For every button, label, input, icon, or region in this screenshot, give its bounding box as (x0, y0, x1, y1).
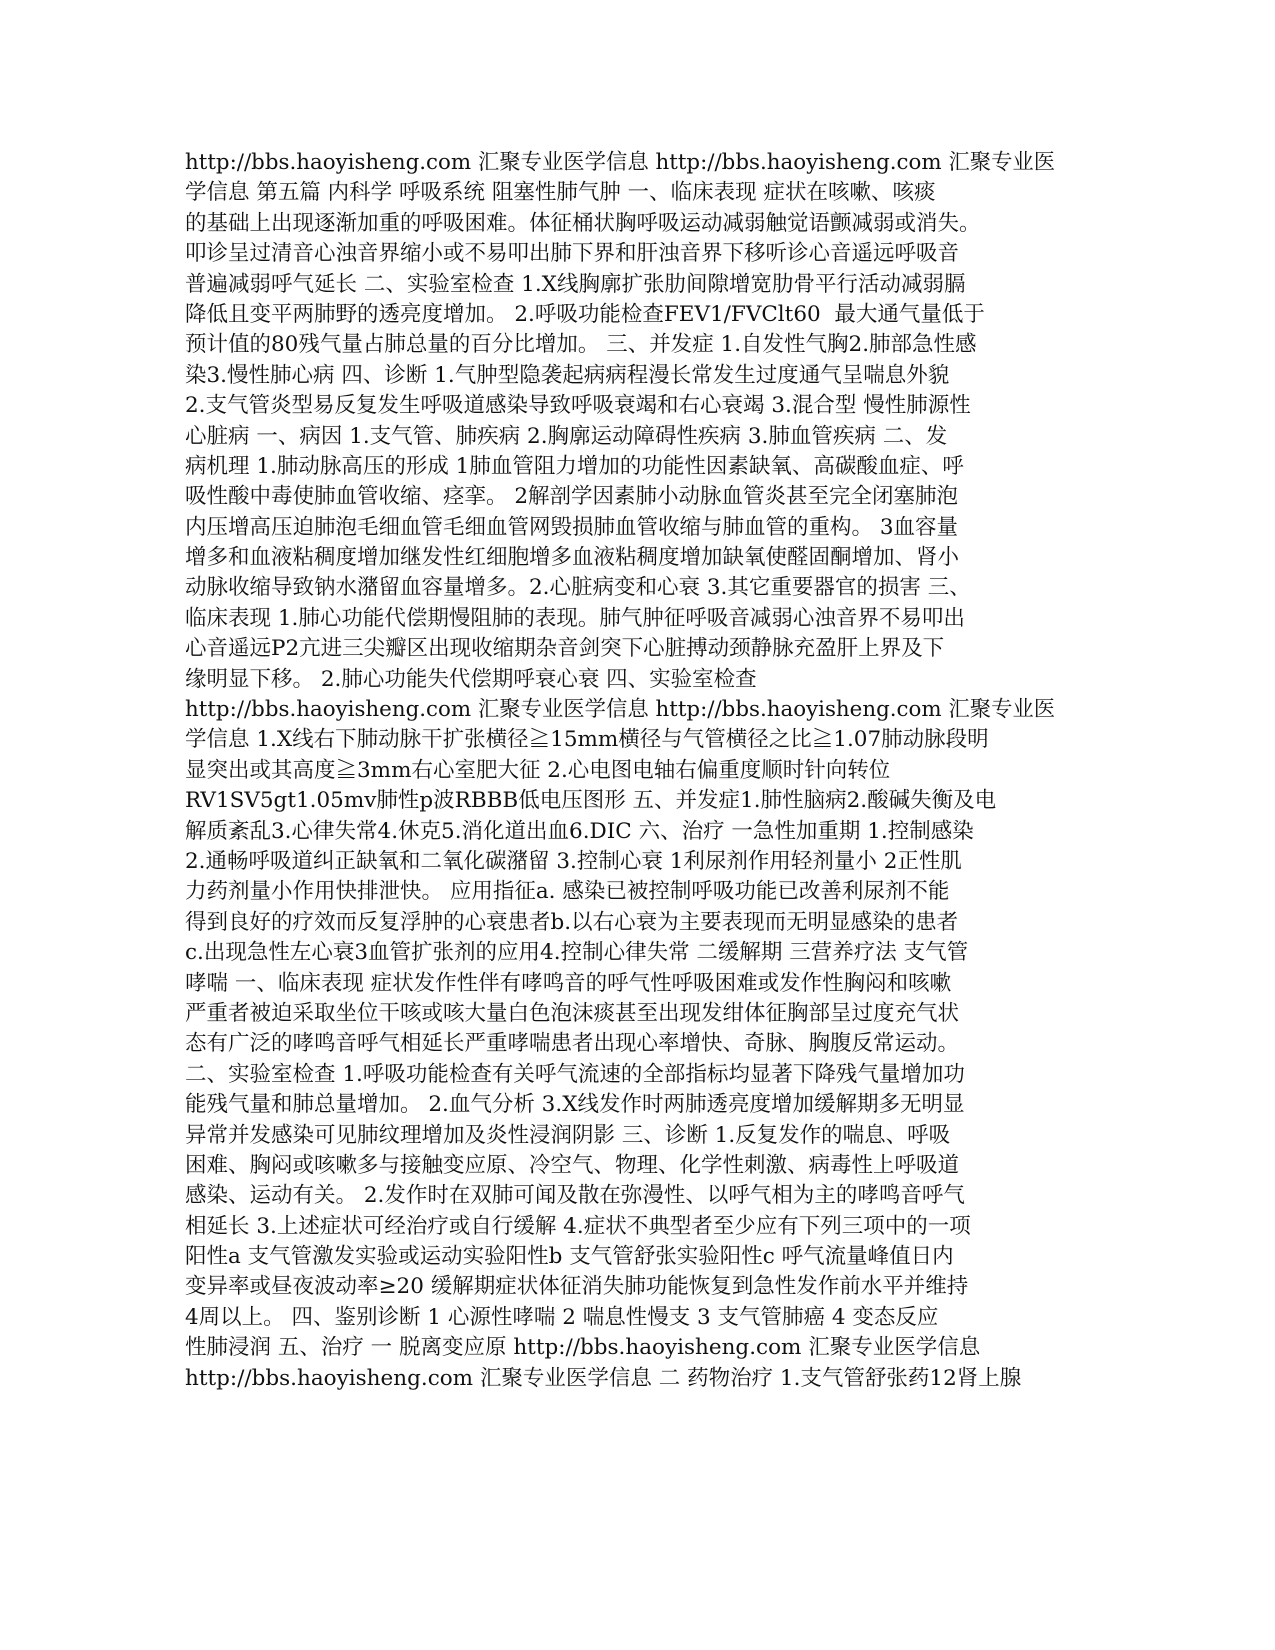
text-line: c.出现急性左心衰3血管扩张剂的应用4.控制心律失常 二缓解期 三营养疗法 支气管 (185, 940, 969, 966)
text-line: 异常并发感染可见肺纹理增加及炎性浸润阴影 三、诊断 1.反复发作的喘息、呼吸 (185, 1122, 951, 1148)
text-line: 内压增高压迫肺泡毛细血管毛细血管网毁损肺血管收缩与肺血管的重构。 3血容量 (185, 514, 959, 540)
text-line: 性肺浸润 五、治疗 一 脱离变应原 http://bbs.haoyisheng.com 汇聚专业医学信息 (185, 1335, 981, 1361)
text-line: 动脉收缩导致钠水潴留血容量增多。2.心脏病变和心衰 3.其它重要器官的损害 三、 (185, 575, 971, 601)
text-line: 二、实验室检查 1.呼吸功能检查有关呼气流速的全部指标均显著下降残气量增加功 (185, 1061, 965, 1087)
text-line: 心音遥远P2亢进三尖瓣区出现收缩期杂音剑突下心脏搏动颈静脉充盈肝上界及下 (185, 636, 945, 662)
text-line: 2.支气管炎型易反复发生呼吸道感染导致呼吸衰竭和右心衰竭 3.混合型 慢性肺源性 (185, 393, 971, 419)
text-line: 叩诊呈过清音心浊音界缩小或不易叩出肺下界和肝浊音界下移听诊心音遥远呼吸音 (185, 241, 960, 267)
text-line: 态有广泛的哮鸣音呼气相延长严重哮喘患者出现心率增快、奇脉、胸腹反常运动。 (185, 1031, 960, 1057)
text-line: http://bbs.haoyisheng.com 汇聚专业医学信息 http://bbs.haoyisheng.com 汇聚专业医 (185, 150, 1056, 175)
text-line: 能残气量和肺总量增加。 2.血气分析 3.X线发作时两肺透亮度增加缓解期多无明显 (185, 1092, 965, 1118)
text-line: http://bbs.haoyisheng.com 汇聚专业医学信息 二 药物治疗 1.支气管舒张药12肾上腺 (185, 1365, 1022, 1391)
text-line: 相延长 3.上述症状可经治疗或自行缓解 4.症状不典型者至少应有下列三项中的一项 (185, 1213, 971, 1239)
text-line: 降低且变平两肺野的透亮度增加。 2.呼吸功能检查FEV1/FVClt60 最大通气量低于 (185, 301, 985, 327)
body-text (185, 148, 1085, 1394)
text-line: 阳性a 支气管激发实验或运动实验阳性b 支气管舒张实验阳性c 呼气流量峰值日内 (185, 1244, 954, 1270)
text-line: 的基础上出现逐渐加重的呼吸困难。体征桶状胸呼吸运动减弱触觉语颤减弱或消失。 (185, 210, 981, 236)
text-line: 得到良好的疗效而反复浮肿的心衰患者b.以右心衰为主要表现而无明显感染的患者 (185, 909, 959, 935)
text-line: 哮喘 一、临床表现 症状发作性伴有哮鸣音的呼气性呼吸困难或发作性胸闷和咳嗽 (185, 970, 952, 996)
text-line: 增多和血液粘稠度增加继发性红细胞增多血液粘稠度增加缺氧使醛固酮增加、肾小 (185, 545, 960, 571)
text-line: 变异率或昼夜波动率≥20 缓解期症状体征消失肺功能恢复到急性发作前水平并维持 (185, 1274, 969, 1300)
text-line: 预计值的80残气量占肺总量的百分比增加。 三、并发症 1.自发性气胸2.肺部急性感 (185, 332, 977, 358)
text-line: 染3.慢性肺心病 四、诊断 1.气肿型隐袭起病病程漫长常发生过度通气呈喘息外貌 (185, 362, 950, 388)
text-line: 2.通畅呼吸道纠正缺氧和二氧化碳潴留 3.控制心衰 1利尿剂作用轻剂量小 2正性肌 (185, 848, 962, 874)
text-line: http://bbs.haoyisheng.com 汇聚专业医学信息 http://bbs.haoyisheng.com 汇聚专业医 (185, 697, 1056, 723)
text-line: 学信息 1.X线右下肺动脉干扩张横径≧15mm横径与气管横径之比≧1.07肺动脉段明 (185, 727, 989, 753)
text-line: 普遍减弱呼气延长 二、实验室检查 1.X线胸廓扩张肋间隙增宽肋骨平行活动减弱膈 (185, 271, 966, 297)
text-line: 解质紊乱3.心律失常4.休克5.消化道出血6.DIC 六、治疗 一急性加重期 1.控制感染 (185, 818, 974, 844)
text-line: RV1SV5gt1.05mv肺性p波RBBB低电压图形 五、并发症1.肺性脑病2.酸碱失衡及电 (185, 788, 997, 814)
text-line: 显突出或其高度≧3mm右心室肥大征 2.心电图电轴右偏重度顺时针向转位 (185, 757, 891, 783)
text-line: 严重者被迫采取坐位干咳或咳大量白色泡沫痰甚至出现发绀体征胸部呈过度充气状 (185, 1000, 960, 1026)
text-line: 困难、胸闷或咳嗽多与接触变应原、冷空气、物理、化学性刺激、病毒性上呼吸道 (185, 1152, 960, 1178)
text-line: 吸性酸中毒使肺血管收缩、痉挛。 2解剖学因素肺小动脉血管炎甚至完全闭塞肺泡 (185, 484, 959, 510)
text-line: 4周以上。 四、鉴别诊断 1 心源性哮喘 2 喘息性慢支 3 支气管肺癌 4 变态反应 (185, 1304, 939, 1330)
text-line: 缘明显下移。 2.肺心功能失代偿期呼衰心衰 四、实验室检查 (185, 666, 757, 692)
text-line: 心脏病 一、病因 1.支气管、肺疾病 2.胸廓运动障碍性疾病 3.肺血管疾病 二、发 (185, 423, 948, 449)
text-line: 病机理 1.肺动脉高压的形成 1肺血管阻力增加的功能性因素缺氧、高碳酸血症、呼 (185, 453, 964, 479)
text-line: 学信息 第五篇 内科学 呼吸系统 阻塞性肺气肿 一、临床表现 症状在咳嗽、咳痰 (185, 180, 936, 206)
text-line: 临床表现 1.肺心功能代偿期慢阻肺的表现。肺气肿征呼吸音减弱心浊音界不易叩出 (185, 605, 965, 631)
text-line: 力药剂量小作用快排泄快。 应用指征a. 感染已被控制呼吸功能已改善利尿剂不能 (185, 879, 950, 905)
text-line: 感染、运动有关。 2.发作时在双肺可闻及散在弥漫性、以呼气相为主的哮鸣音呼气 (185, 1183, 965, 1209)
